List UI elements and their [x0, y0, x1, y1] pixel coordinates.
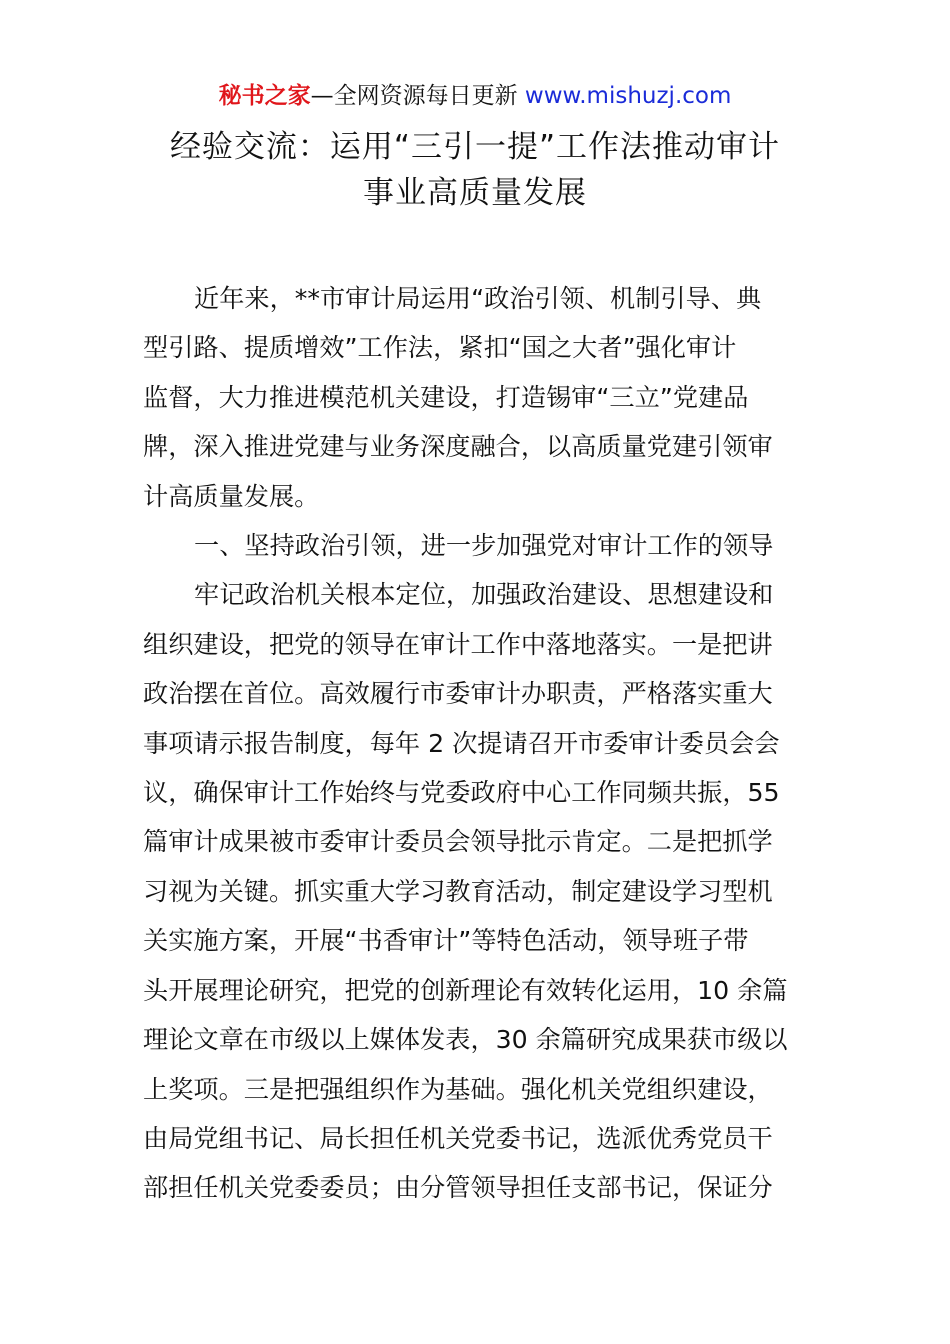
document-title — [100, 124, 850, 216]
body-line: 事项请示报告制度，每年 2 次提请召开市委审计委员会会 — [143, 728, 780, 758]
body-line: 上奖项。三是把强组织作为基础。强化机关党组织建设， — [143, 1074, 773, 1104]
body-line: 近年来，**市审计局运用“政治引领、机制引导、典 — [194, 284, 762, 313]
body-line: 部担任机关党委委员；由分管领导担任支部书记，保证分 — [143, 1173, 773, 1203]
title-line-2: 事业高质量发展 — [363, 175, 587, 211]
body-line: 组织建设，把党的领导在审计工作中落地落实。一是把讲 — [143, 629, 773, 659]
brand-name: 秘书之家 — [218, 83, 311, 109]
header-tagline: —全网资源每日更新 — [310, 83, 525, 109]
site-url-link[interactable]: www.mishuzj.com — [524, 83, 732, 109]
body-line: 由局党组书记、局长担任机关党委书记，选派优秀党员干 — [143, 1123, 773, 1153]
body-line: 关实施方案，开展“书香审计”等特色活动，领导班子带 — [143, 926, 749, 956]
body-line: 牢记政治机关根本定位，加强政治建设、思想建设和 — [194, 580, 774, 610]
section-heading: 一、坚持政治引领，进一步加强党对审计工作的领导 — [194, 531, 774, 561]
document-body — [143, 274, 813, 1213]
body-line: 政治摆在首位。高效履行市委审计办职责，严格落实重大 — [143, 679, 773, 709]
body-line: 型引路、提质增效”工作法，紧扣“国之大者”强化审计 — [143, 333, 737, 363]
body-line: 篇审计成果被市委审计委员会领导批示肯定。二是把抓学 — [143, 827, 773, 857]
body-line: 牌，深入推进党建与业务深度融合，以高质量党建引领审 — [143, 432, 773, 462]
body-line: 理论文章在市级以上媒体发表，30 余篇研究成果获市级以 — [143, 1025, 788, 1055]
title-line-1: 经验交流：运用“三引一提”工作法推动审计 — [169, 129, 781, 165]
site-header — [0, 80, 950, 112]
body-line: 议，确保审计工作始终与党委政府中心工作同频共振，55 — [143, 778, 780, 808]
body-line: 监督，大力推进模范机关建设，打造锡审“三立”党建品 — [143, 382, 749, 412]
body-line: 头开展理论研究，把党的创新理论有效转化运用，10 余篇 — [143, 975, 788, 1005]
body-line: 习视为关键。抓实重大学习教育活动，制定建设学习型机 — [143, 876, 773, 906]
body-line: 计高质量发展。 — [143, 481, 320, 511]
